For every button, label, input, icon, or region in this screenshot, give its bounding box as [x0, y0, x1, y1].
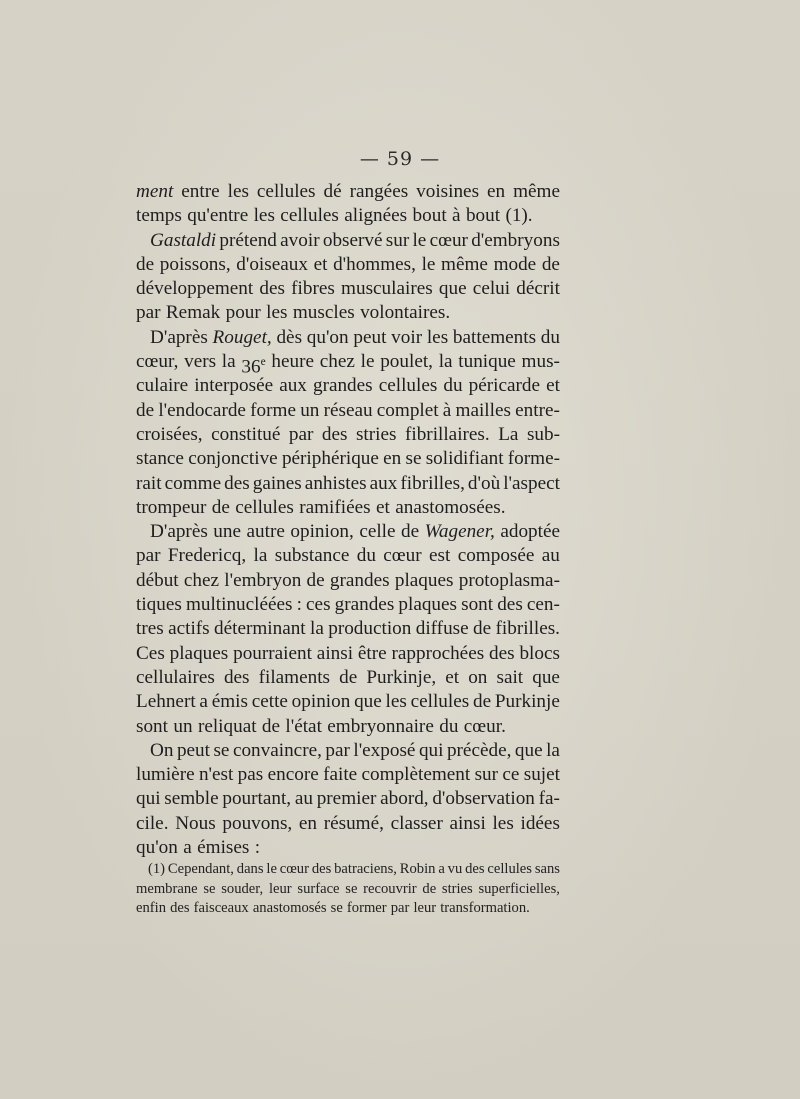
- text-line: qu'on a émises :: [136, 837, 261, 859]
- text-line: stance conjonctive périphérique en se solidifiant forme-: [136, 448, 560, 470]
- footnote-line: enfin des faisceaux anastomosés se former par leur transformation.: [136, 900, 530, 916]
- text-line: D'après une autre opinion, celle de Wagener, adoptée: [150, 521, 560, 543]
- text-line: On peut se convaincre, par l'exposé qui précède, que la: [150, 739, 560, 761]
- text-line: D'après Rouget, dès qu'on peut voir les battements du: [150, 326, 560, 348]
- footnote-line: membrane se souder, leur surface se recouvrir de stries superficielles,: [136, 880, 560, 897]
- text-line: trompeur de cellules ramifiées et anastomosées.: [136, 496, 506, 518]
- text-line: lumière n'est pas encore faite complètement sur ce sujet: [136, 764, 560, 786]
- text-line: cellulaires des filaments de Purkinje, et on sait que: [136, 666, 560, 688]
- page-number: — 59 —: [359, 148, 441, 170]
- text-line: qui semble pourtant, au premier abord, d'observation fa-: [136, 788, 560, 810]
- text-line: temps qu'entre les cellules alignées bout à bout (1).: [136, 205, 533, 227]
- body-text: [136, 180, 560, 860]
- text-line: développement des fibres musculaires que celui décrit: [136, 278, 560, 300]
- text-line: Lehnert a émis cette opinion que les cellules de Purkinje: [136, 691, 560, 713]
- text-line: rait comme des gaines anhistes aux fibrilles, d'où l'aspect: [136, 472, 560, 494]
- text-line: ment entre les cellules dé rangées voisines en même: [136, 181, 560, 202]
- text-line: de poissons, d'oiseaux et d'hommes, le même mode de: [136, 253, 560, 275]
- text-line: sont un reliquat de l'état embryonnaire du cœur.: [136, 715, 506, 737]
- text-line: croisées, constitué par des stries fibrillaires. La sub-: [136, 423, 560, 445]
- text-line: tres actifs déterminant la production diffuse de fibrilles.: [136, 618, 560, 640]
- text-line: de l'endocarde forme un réseau complet à mailles entre-: [136, 399, 560, 421]
- text-line: Gastaldi prétend avoir observé sur le cœur d'embryons: [150, 229, 560, 251]
- text-line: par Fredericq, la substance du cœur est composée au: [136, 545, 560, 567]
- text-line: cile. Nous pouvons, en résumé, classer ainsi les idées: [136, 812, 560, 834]
- footnote-line: (1) Cependant, dans le cœur des batraciens, Robin a vu des cellules sans: [148, 861, 560, 877]
- text-line: début chez l'embryon de grandes plaques protoplasma-: [136, 569, 560, 591]
- text-line: Ces plaques pourraient ainsi être rapprochées des blocs: [136, 642, 560, 664]
- footnote: [136, 860, 560, 919]
- text-line: culaire interposée aux grandes cellules du péricarde et: [136, 375, 560, 397]
- text-line: tiques multinucléées : ces grandes plaques sont des cen-: [136, 594, 560, 616]
- text-line: cœur, vers la 36e heure chez le poulet, la tunique mus-: [136, 351, 560, 378]
- text-line: par Remak pour les muscles volontaires.: [136, 302, 451, 324]
